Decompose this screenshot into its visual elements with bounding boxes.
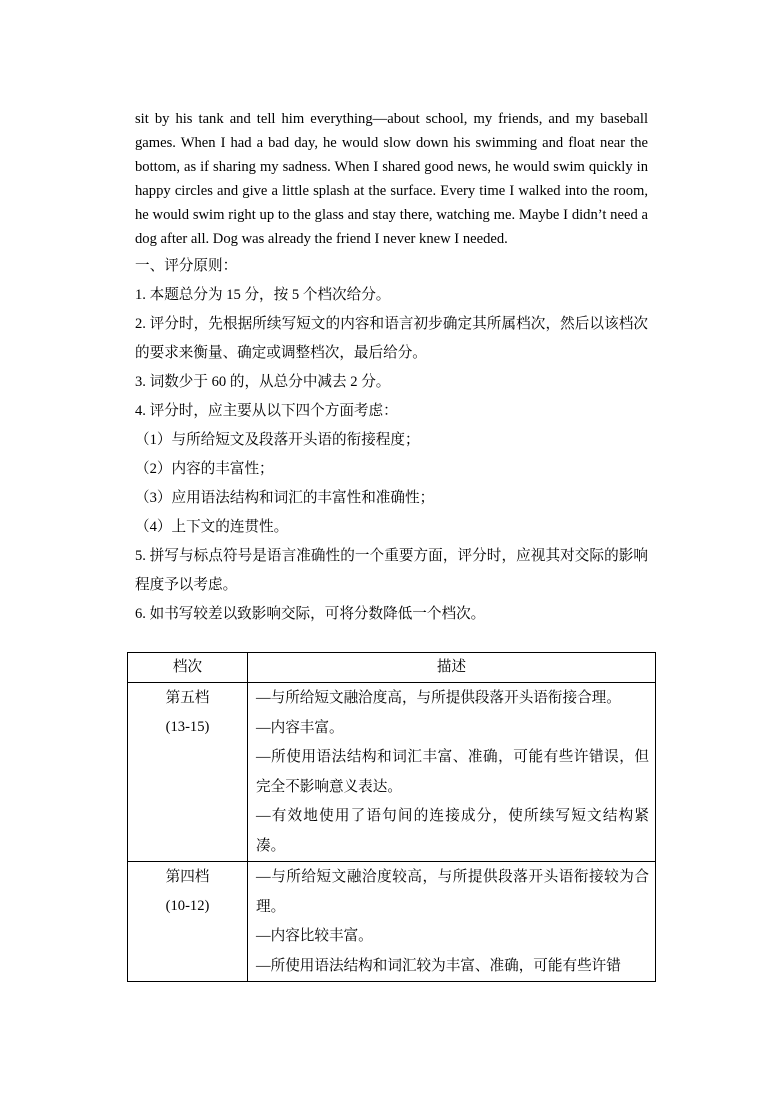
rule-subitem-1: （1）与所给短文及段落开头语的衔接程度； xyxy=(135,432,420,449)
level-range: (13-15) xyxy=(165,719,210,735)
description-line: —与所给短文融洽度高，与所提供段落开头语衔接合理。 xyxy=(256,690,621,706)
header-description: 描述 xyxy=(248,653,656,683)
rule-item-4: 4. 评分时，应主要从以下四个方面考虑： xyxy=(135,403,398,420)
table-row xyxy=(128,683,656,862)
rule-subitem-4: （4）上下文的连贯性。 xyxy=(135,519,289,536)
rule-item-6: 6. 如书写较差以致影响交际，可将分数降低一个档次。 xyxy=(135,606,486,623)
rule-item-3: 3. 词数少于 60 的，从总分中减去 2 分。 xyxy=(135,374,391,391)
rule-subitem-3: （3）应用语法结构和词汇的丰富性和准确性； xyxy=(135,490,435,507)
rule-subitem-2: （2）内容的丰富性； xyxy=(135,461,274,478)
level-cell xyxy=(128,683,248,862)
table-header-row xyxy=(128,653,656,683)
rule-item-2: 2. 评分时，先根据所续写短文的内容和语言初步确定其所属档次，然后以该档次的要求来衡量、确定或调整档次，最后给分。 xyxy=(135,316,648,362)
scoring-table xyxy=(127,652,656,982)
level-name: 第五档 xyxy=(165,690,210,706)
description-line: —所使用语法结构和词汇较为丰富、准确，可能有些许错 xyxy=(256,957,621,974)
rules-heading: 一、评分原则： xyxy=(135,258,238,275)
description-line: —有效地使用了语句间的连接成分，使所续写短文结构紧凑。 xyxy=(256,808,649,854)
document-body xyxy=(135,108,648,629)
rule-item-5: 5. 拼写与标点符号是语言准确性的一个重要方面，评分时，应视其对交际的影响程度予以考虑。 xyxy=(135,548,648,594)
table-row xyxy=(128,862,656,982)
description-cell xyxy=(248,683,656,862)
level-cell xyxy=(128,862,248,982)
level-name: 第四档 xyxy=(165,869,210,885)
rule-item-1: 1. 本题总分为 15 分，按 5 个档次给分。 xyxy=(135,287,391,304)
description-line: —内容比较丰富。 xyxy=(256,928,373,944)
description-line: —内容丰富。 xyxy=(256,719,344,736)
description-line: —与所给短文融洽度较高，与所提供段落开头语衔接较为合理。 xyxy=(256,869,649,915)
description-line: —所使用语法结构和词汇丰富、准确，可能有些许错误，但完全不影响意义表达。 xyxy=(256,749,649,795)
description-cell xyxy=(248,862,656,982)
story-paragraph: sit by his tank and tell him everything—about school, my friends, and my baseball games. When I had a bad day, he would slow down his swimming and float near the bottom, as if sharing my sadness. When I shared good news, he would swim quickly in happy circles and give a little splash at the surface. Every time I walked into the room, he would swim right up to the glass and stay there, watching me. Maybe I didn’t need a dog after all. Dog was already the friend I never knew I needed. xyxy=(135,111,648,247)
header-level: 档次 xyxy=(128,653,248,683)
level-range: (10-12) xyxy=(165,898,210,914)
